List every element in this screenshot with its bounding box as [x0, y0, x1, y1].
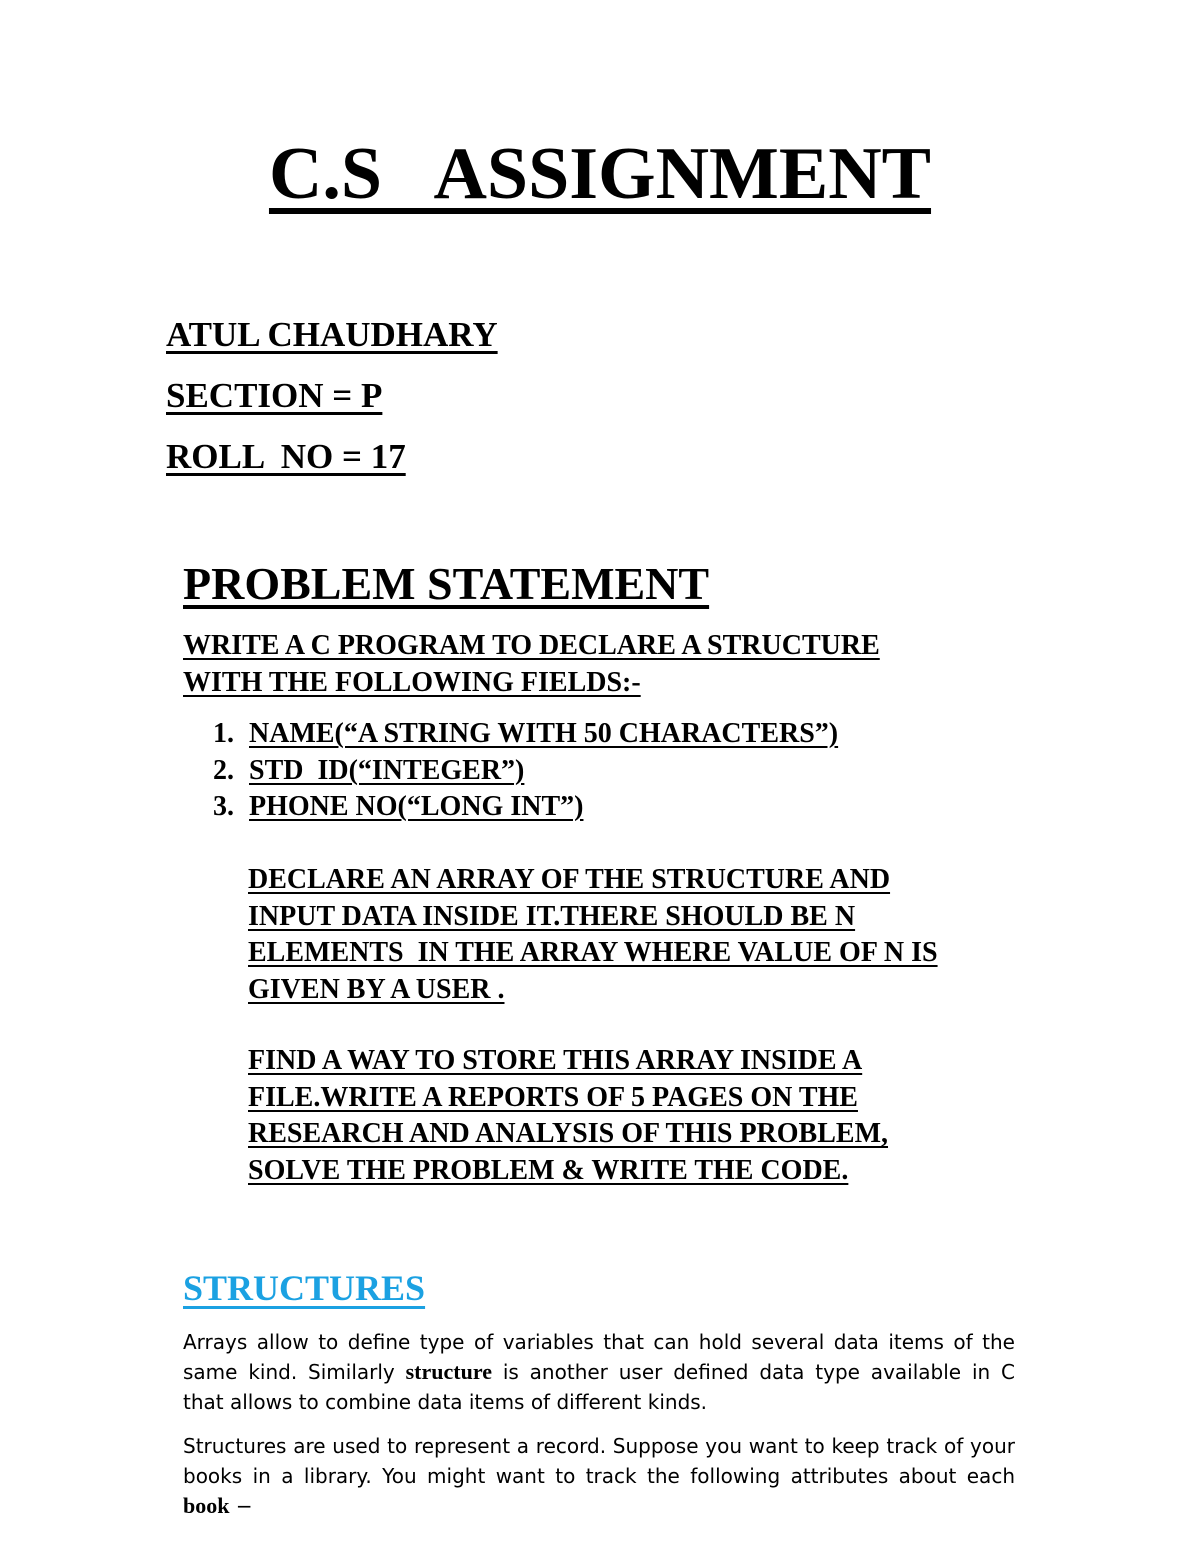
- student-roll-number: ROLL NO = 17: [166, 437, 406, 476]
- text-run: same kind. Similarly: [183, 1360, 406, 1384]
- problem-intro-line: WITH THE FOLLOWING FIELDS:-: [183, 666, 641, 698]
- paragraph-line: SOLVE THE PROBLEM & WRITE THE CODE.: [248, 1154, 849, 1186]
- paragraph-line: Structures are used to represent a record. Suppose you want to keep track of your: [183, 1434, 1015, 1458]
- text-run: is another user defined data type available in C: [491, 1360, 1015, 1384]
- bold-term: structure: [405, 1359, 492, 1384]
- list-item-text: STD ID(“INTEGER”): [249, 754, 525, 786]
- problem-statement-heading: PROBLEM STATEMENT: [183, 558, 710, 609]
- list-item: [213, 789, 838, 826]
- problem-paragraph-file: [248, 1043, 888, 1189]
- paragraph-line: [183, 1357, 1015, 1387]
- paragraph-line: Arrays allow to define type of variables that can hold several data items of the: [183, 1330, 1015, 1354]
- problem-paragraph-array: [248, 862, 938, 1008]
- student-name: ATUL CHAUDHARY: [166, 315, 498, 354]
- bold-term: book: [183, 1493, 230, 1518]
- list-item-text: PHONE NO(“LONG INT”): [249, 791, 584, 822]
- structures-paragraph: [183, 1431, 1015, 1521]
- paragraph-line: that allows to combine data items of different kinds.: [183, 1390, 708, 1414]
- problem-intro-line: WRITE A C PROGRAM TO DECLARE A STRUCTURE: [183, 630, 880, 661]
- structures-paragraph: [183, 1327, 1015, 1417]
- list-item-number: 3.: [213, 791, 234, 822]
- student-section: SECTION = P: [166, 376, 383, 415]
- problem-intro: [183, 628, 880, 701]
- paragraph-line: [183, 1491, 1015, 1521]
- paragraph-line: RESEARCH AND ANALYSIS OF THIS PROBLEM,: [248, 1118, 889, 1149]
- document-title: C.S ASSIGNMENT: [268, 133, 932, 215]
- paragraph-line: INPUT DATA INSIDE IT.THERE SHOULD BE N: [248, 900, 856, 932]
- paragraph-line: DECLARE AN ARRAY OF THE STRUCTURE AND: [248, 864, 891, 895]
- paragraph-line: books in a library. You might want to track the following attributes about each: [183, 1464, 1015, 1488]
- list-item-number: 1.: [213, 718, 234, 749]
- text-run: −: [229, 1494, 253, 1518]
- list-item: [213, 716, 838, 753]
- paragraph-line: FIND A WAY TO STORE THIS ARRAY INSIDE A: [248, 1045, 863, 1076]
- list-item-text: NAME(“A STRING WITH 50 CHARACTERS”): [249, 718, 839, 749]
- paragraph-line: ELEMENTS IN THE ARRAY WHERE VALUE OF N IS: [248, 937, 938, 968]
- list-item: [213, 753, 838, 790]
- structure-fields-list: [213, 716, 838, 826]
- structures-heading: STRUCTURES: [183, 1268, 426, 1308]
- paragraph-line: FILE.WRITE A REPORTS OF 5 PAGES ON THE: [248, 1081, 858, 1113]
- list-item-number: 2.: [213, 754, 234, 786]
- paragraph-line: GIVEN BY A USER .: [248, 973, 505, 1005]
